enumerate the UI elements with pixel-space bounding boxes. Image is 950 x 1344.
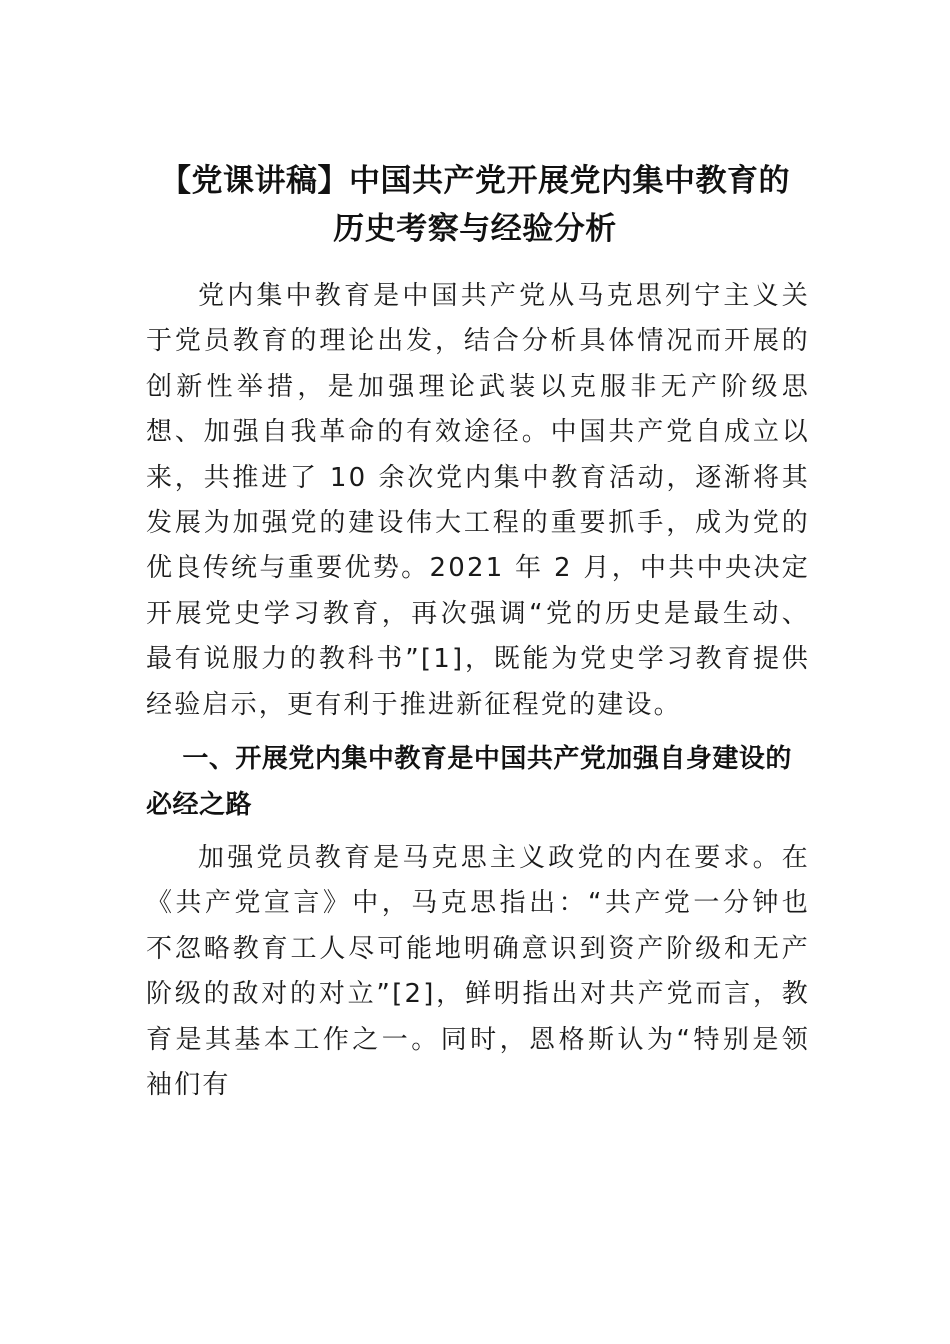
title-line-2: 历史考察与经验分析 (333, 210, 617, 247)
section-1-paragraph: 加强党员教育是马克思主义政党的内在要求。在《共产党宣言》中，马克思指出：“共产党一分钟也不忽略教育工人尽可能地明确意识到资产阶级和无产阶级的敌对的对立”[2]，鲜明指出对共产党而言，教育是其基本工作之一。同时，恩格斯认为“特别是领袖们有 (146, 843, 810, 1101)
document-title (120, 157, 830, 253)
section-heading-1: 一、开展党内集中教育是中国共产党加强自身建设的必经之路 (146, 744, 792, 820)
title-line-1: 【党课讲稿】中国共产党开展党内集中教育的 (160, 162, 790, 199)
intro-paragraph: 党内集中教育是中国共产党从马克思列宁主义关于党员教育的理论出发，结合分析具体情况而开展的创新性举措，是加强理论武装以克服非无产阶级思想、加强自我革命的有效途径。中国共产党自成立以来，共推进了 10 余次党内集中教育活动，逐渐将其发展为加强党的建设伟大工程的重要抓手，成为党的优良传统与重要优势。2021 年 2 月，中共中央决定开展党史学习教育，再次强调“党的历史是最生动、最有说服力的教科书”[1]，既能为党史学习教育提供经验启示，更有利于推进新征程党的建设。 (146, 281, 810, 720)
